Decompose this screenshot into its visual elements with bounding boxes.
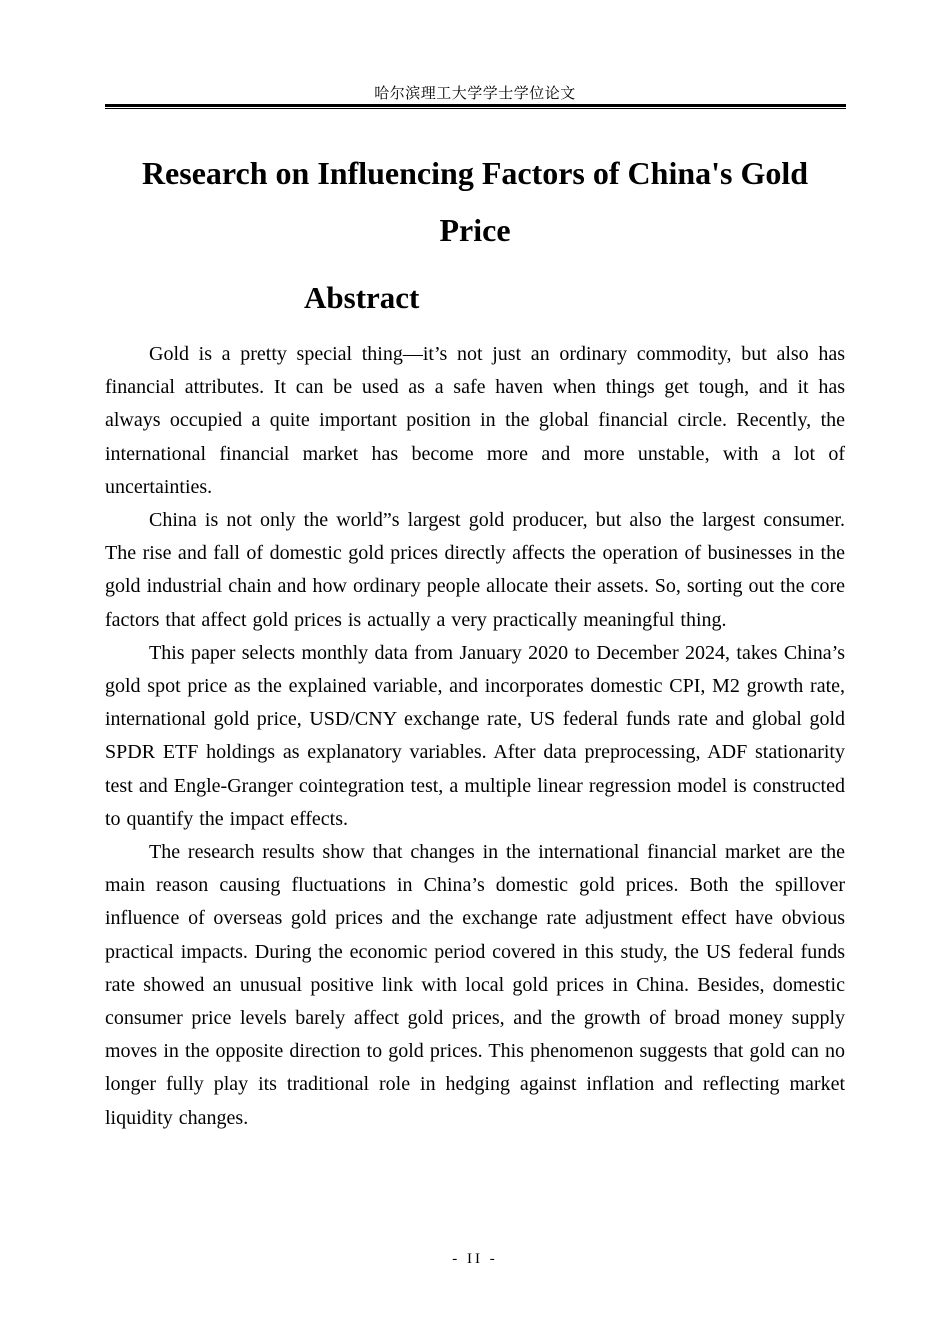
paper-title: Research on Influencing Factors of China's Gold Price (141, 155, 809, 248)
running-header: 哈尔滨理工大学学士学位论文 (374, 86, 576, 102)
abstract-body (105, 338, 845, 1135)
abstract-paragraph-1: Gold is a pretty special thing—it’s not just an ordinary commodity, but also has financial attributes. It can be used as a safe haven when things get tough, and it has always occupied a quite important position in the global financial circle. Recently, the international financial market has become more and more unstable, with a lot of uncertainties. (105, 343, 845, 498)
page-number: - II - (452, 1251, 498, 1267)
abstract-paragraph-4: The research results show that changes in the international financial market are the main reason causing fluctuations in China’s domestic gold prices. Both the spillover influence of overseas gold prices and the exchange rate adjustment effect have obvious practical impacts. During the economic period covered in this study, the US federal funds rate showed an unusual positive link with local gold prices in China. Besides, domestic consumer price levels barely affect gold prices, and the growth of broad money supply moves in the opposite direction to gold prices. This phenomenon suggests that gold can no longer fully play its traditional role in hedging against inflation and reflecting market liquidity changes. (105, 841, 845, 1129)
header-rule-thin (105, 108, 846, 109)
abstract-paragraph-2: China is not only the world”s largest gold producer, but also the largest consumer. The rise and fall of domestic gold prices directly affects the operation of businesses in the gold industrial chain and how ordinary people allocate their assets. So, sorting out the core factors that affect gold prices is actually a very practically meaningful thing. (105, 509, 845, 631)
header-rule-thick (105, 104, 846, 107)
abstract-paragraph-3: This paper selects monthly data from January 2020 to December 2024, takes China’s gold spot price as the explained variable, and incorporates domestic CPI, M2 growth rate, international gold price, USD/CNY exchange rate, US federal funds rate and global gold SPDR ETF holdings as explanatory variables. After data preprocessing, ADF stationarity test and Engle-Granger cointegration test, a multiple linear regression model is constructed to quantify the impact effects. (105, 641, 845, 830)
abstract-heading: Abstract (304, 280, 420, 315)
